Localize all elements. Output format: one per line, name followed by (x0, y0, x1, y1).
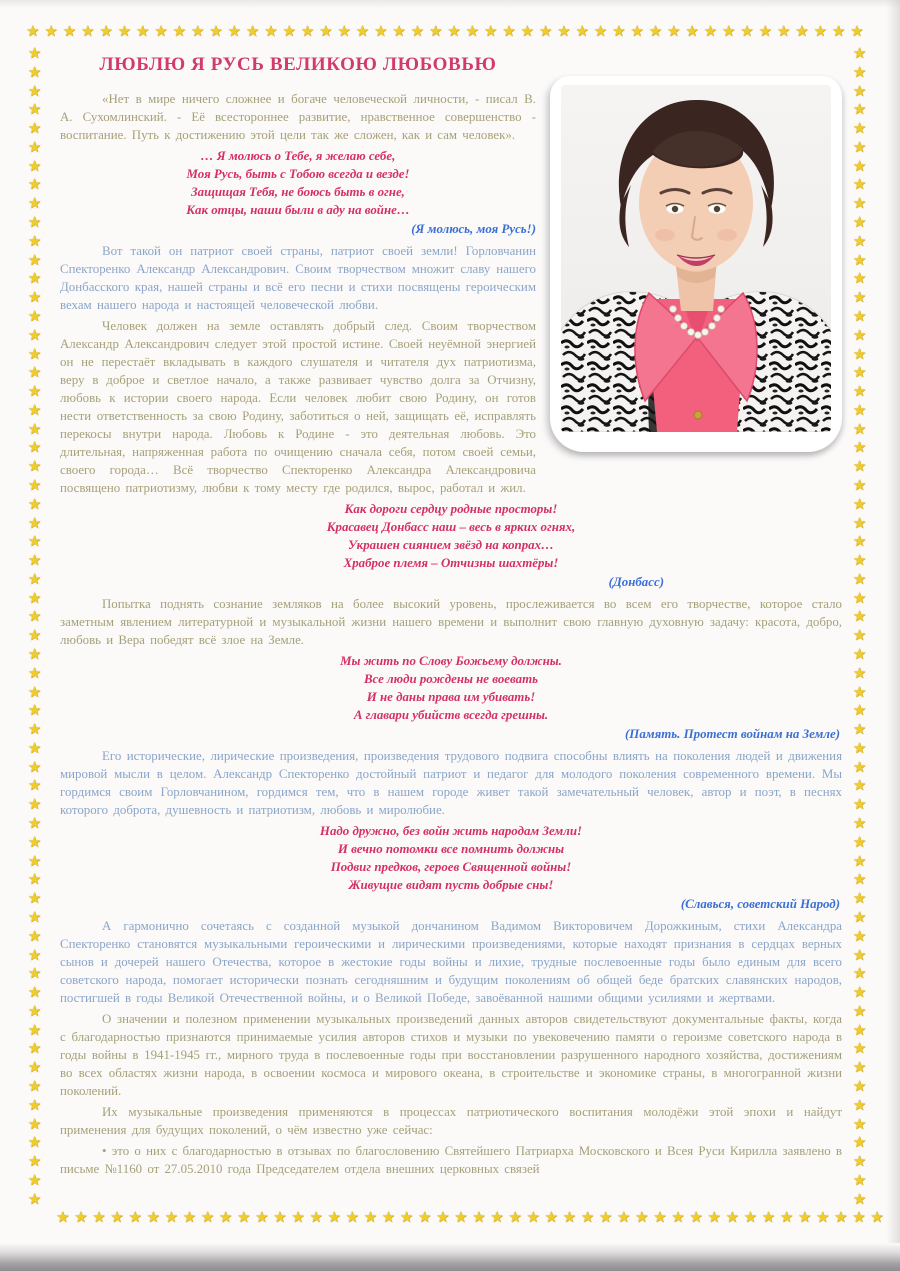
star-icon: ★ (27, 1189, 42, 1208)
star-icon: ★ (852, 983, 867, 1002)
star-icon: ★ (27, 475, 42, 494)
paragraph-patriot: Вот такой он патриот своей страны, патриот своей земли! Горловчанин Спекторенко Александр Александрович. Своим творчеством множит славу нашего Донбасского края, нашей страны и всё его песни и стихи посвящены героическим вехам нашего народа и настоящей человеческой любви. (60, 244, 536, 312)
star-icon: ★ (852, 306, 867, 325)
star-icon: ★ (291, 1208, 305, 1226)
star-icon: ★ (27, 1039, 42, 1058)
star-icon: ★ (392, 22, 406, 40)
paragraph-significance: О значении и полезном применении музыкальных произведений данных авторов свидетельствуют документальные факты, когда с благодарностью признаются принимаемые усилия авторов стихов и музыки по увековечению памяти о героизме советского народа в годы войны в 1941-1945 гг., мирного труда в послевоенные годы при восстановлении разрушенного народного хозяйства, достижениям во всех областях жизни народа, в освоении космоса и мирового океана, в строительстве и экономике страны, в многогранной жизни поколений. (60, 1012, 842, 1098)
star-icon: ★ (182, 1208, 197, 1226)
verse-line: Живущие видят пусть добрые сны! (348, 878, 554, 892)
star-icon: ★ (653, 1208, 667, 1226)
verse-line: Надо дружно, без войн жить народам Земли! (319, 824, 583, 838)
verse-line: Украшен сиянием звёзд на копрах… (348, 538, 554, 552)
star-icon: ★ (852, 682, 867, 701)
star-icon: ★ (146, 1208, 160, 1226)
star-icon: ★ (27, 213, 42, 232)
star-icon: ★ (852, 776, 867, 795)
star-icon: ★ (852, 889, 867, 908)
star-icon: ★ (852, 795, 867, 814)
star-icon: ★ (300, 22, 315, 40)
star-icon: ★ (27, 288, 42, 307)
verse-line: … Я молюсь о Тебе, я желаю себе, (200, 149, 396, 163)
star-icon: ★ (721, 22, 736, 40)
star-icon: ★ (27, 795, 42, 814)
star-border-right (851, 46, 868, 1207)
star-icon: ★ (831, 22, 846, 40)
star-icon: ★ (27, 269, 42, 288)
star-icon: ★ (27, 175, 42, 194)
star-icon: ★ (355, 22, 370, 40)
star-icon: ★ (852, 1170, 867, 1189)
star-icon: ★ (813, 22, 827, 40)
star-icon: ★ (27, 682, 42, 701)
star-icon: ★ (27, 400, 42, 419)
star-icon: ★ (852, 1152, 867, 1171)
star-icon: ★ (852, 720, 867, 739)
star-icon: ★ (795, 22, 809, 40)
verse-line: Все люди рождены не воевать (363, 672, 539, 686)
paragraph-musical: Их музыкальные произведения применяются в процессах патриотического воспитания молодёжи этой эпохи и найдут применения для будущих поколений, о чём известно уже сейчас: (60, 1105, 842, 1137)
star-icon: ★ (666, 22, 681, 40)
star-icon: ★ (852, 907, 867, 926)
paragraph-harmony: А гармонично сочетаясь с созданной музыкой дончанином Вадимом Викторовичем Дорожкиным, стихи Александра Спекторенко становятся музыкальными героическими и лирическими произведениями, которые находят признания в сердцах верных сынов и дочерей нашего Отечества, которое в жестокие годы войны и лихие, трудные послевоенные годы было единым для всего советского народа, помогает исторически познать сегодняшним и будущим поколениям об общей беде братских славянских народов, постигшей в годы Великой Отечественной войны, и о Великой Победе, завоёванной нашими общими усилиями и жертвами. (60, 919, 842, 1005)
star-icon: ★ (27, 231, 42, 250)
star-icon: ★ (227, 22, 241, 40)
verse-line: И вечно потомки все помнить должны (337, 842, 565, 856)
star-icon: ★ (399, 1208, 414, 1226)
star-icon: ★ (27, 757, 42, 776)
verse-line: И не даны права им убивать! (366, 690, 536, 704)
star-icon: ★ (852, 156, 867, 175)
star-icon: ★ (852, 231, 867, 250)
star-icon: ★ (526, 1208, 540, 1226)
star-icon: ★ (557, 22, 571, 40)
star-icon: ★ (273, 1208, 287, 1226)
star-icon: ★ (852, 607, 867, 626)
star-icon: ★ (373, 22, 388, 40)
star-icon: ★ (363, 1208, 378, 1226)
star-icon: ★ (852, 1095, 867, 1114)
star-icon: ★ (26, 22, 40, 40)
star-icon: ★ (27, 100, 42, 119)
star-icon: ★ (852, 1114, 867, 1133)
star-icon: ★ (852, 701, 867, 720)
star-icon: ★ (27, 344, 42, 363)
star-icon: ★ (575, 22, 589, 40)
star-icon: ★ (815, 1208, 830, 1226)
star-icon: ★ (761, 1208, 776, 1226)
star-icon: ★ (852, 926, 867, 945)
star-icon: ★ (92, 1208, 106, 1226)
star-icon: ★ (337, 22, 351, 40)
portrait-photo (561, 85, 831, 432)
paragraph-bullet: • это о них с благодарностью в отзывах по благословению Святейшего Патриарха Московского и Всея Руси Кирилла заявлено в письме №1160 от 27.05.2010 года Председателем отдела внешних церковных связей (60, 1144, 842, 1176)
star-icon: ★ (218, 1208, 233, 1226)
star-icon: ★ (465, 22, 479, 40)
star-icon: ★ (852, 851, 867, 870)
verse-line: Красавец Донбасс наш – весь в ярких огнях, (326, 520, 576, 534)
star-icon: ★ (345, 1208, 359, 1226)
verse-line: Как дороги сердцу родные просторы! (344, 502, 558, 516)
star-icon: ★ (852, 1039, 867, 1058)
star-icon: ★ (598, 1208, 613, 1226)
star-icon: ★ (117, 22, 132, 40)
star-icon: ★ (797, 1208, 812, 1226)
star-icon: ★ (200, 1208, 215, 1226)
star-icon: ★ (435, 1208, 450, 1226)
star-icon: ★ (852, 1133, 867, 1152)
star-icon: ★ (27, 137, 42, 156)
star-icon: ★ (447, 22, 461, 40)
star-icon: ★ (685, 22, 699, 40)
verse-line: Подвиг предков, героев Священной войны! (330, 860, 572, 874)
star-icon: ★ (27, 62, 42, 81)
star-icon: ★ (327, 1208, 341, 1226)
star-icon: ★ (27, 419, 42, 438)
star-icon: ★ (27, 363, 42, 382)
document-content (60, 46, 842, 1181)
page-title: ЛЮБЛЮ Я РУСЬ ВЕЛИКОЮ ЛЮБОВЬЮ (99, 54, 497, 75)
star-icon: ★ (27, 457, 42, 476)
star-icon: ★ (852, 757, 867, 776)
star-icon: ★ (27, 532, 42, 551)
star-icon: ★ (852, 1020, 867, 1039)
star-icon: ★ (635, 1208, 649, 1226)
star-icon: ★ (852, 100, 867, 119)
star-icon: ★ (27, 588, 42, 607)
star-icon: ★ (27, 720, 42, 739)
star-icon: ★ (852, 400, 867, 419)
star-border-bottom (56, 1210, 884, 1225)
star-icon: ★ (27, 119, 42, 138)
star-icon: ★ (319, 22, 333, 40)
star-icon: ★ (27, 513, 42, 532)
star-icon: ★ (834, 1208, 848, 1226)
star-icon: ★ (236, 1208, 251, 1226)
star-icon: ★ (472, 1208, 486, 1226)
star-border-left (26, 46, 43, 1207)
star-icon: ★ (27, 945, 42, 964)
star-icon: ★ (27, 663, 42, 682)
star-icon: ★ (852, 344, 867, 363)
star-icon: ★ (110, 1208, 124, 1226)
paragraph-trace: Человек должен на земле оставлять добрый след. Своим творчеством Александр Александрович следует этой простой истине. Своей неуёмной энергией он не перестаёт вкладывать в каждого слушателя и читателя дух патриотизма, веру в доброе и светлое начало, а также развивает чувство долга за Отчизну, любовь к истории своего народа. Если человек любит свою Родину, он готов нести ответственность за свою Родину, заботиться о ней, защищать её, исправлять перекосы внутри народа. Любовь к Родине - это деятельная любовь. Это длительная, напряженная работа по очищению сначала себя, потом своей семьи, своего города… Всё творчество Спекторенко Александра Александровича посвящено патриотизму, любви к тому месту где родился, вырос, работал и жил. (60, 319, 536, 495)
verse-attribution-3: (Память. Протест войнам на Земле) (625, 727, 840, 741)
paragraph-attempt: Попытка поднять сознание земляков на более высокий уровень, прослеживается во всем его творчестве, которое стало заметным явлением литературной и музыкальной жизни нашего времени и выполнит свою главную духовную задачу: красота, добро, любовь и Вера победят всё злое на Земле. (60, 597, 842, 647)
star-icon: ★ (255, 1208, 269, 1226)
star-icon: ★ (544, 1208, 558, 1226)
star-icon: ★ (707, 1208, 721, 1226)
star-icon: ★ (27, 382, 42, 401)
star-icon: ★ (27, 1001, 42, 1020)
verse-attribution-1: (Я молюсь, моя Русь!) (411, 222, 536, 236)
star-icon: ★ (852, 213, 867, 232)
star-icon: ★ (671, 1208, 685, 1226)
star-icon: ★ (852, 44, 867, 62)
verse-line: А главари убийств всегда грешны. (353, 708, 549, 722)
verse-line: Защищая Тебя, не боюсь быть в огне, (191, 185, 405, 199)
star-icon: ★ (852, 738, 867, 757)
star-icon: ★ (725, 1208, 739, 1226)
star-icon: ★ (852, 964, 867, 983)
star-icon: ★ (27, 870, 42, 889)
star-icon: ★ (852, 62, 867, 81)
star-icon: ★ (27, 1058, 42, 1077)
star-icon: ★ (689, 1208, 703, 1226)
verse-attribution-4: (Славься, советский Народ) (680, 897, 840, 911)
star-icon: ★ (852, 288, 867, 307)
star-icon: ★ (703, 22, 718, 40)
star-icon: ★ (135, 22, 150, 40)
verse-line: Мы жить по Слову Божьему должны. (340, 654, 562, 668)
star-icon: ★ (154, 22, 168, 40)
star-icon: ★ (852, 588, 867, 607)
star-icon: ★ (99, 22, 113, 40)
portrait-photo-frame (550, 76, 842, 452)
verse-attribution-2: (Донбасс) (608, 575, 664, 589)
star-icon: ★ (852, 569, 867, 588)
star-icon: ★ (740, 22, 754, 40)
star-icon: ★ (245, 22, 260, 40)
star-icon: ★ (852, 1189, 867, 1208)
star-icon: ★ (27, 832, 42, 851)
star-icon: ★ (852, 513, 867, 532)
star-icon: ★ (27, 494, 42, 513)
star-icon: ★ (616, 1208, 631, 1226)
star-icon: ★ (27, 701, 42, 720)
star-icon: ★ (630, 22, 644, 40)
star-icon: ★ (27, 776, 42, 795)
star-icon: ★ (27, 194, 42, 213)
star-icon: ★ (381, 1208, 396, 1226)
star-icon: ★ (852, 1208, 866, 1226)
star-icon: ★ (27, 738, 42, 757)
star-icon: ★ (852, 626, 867, 645)
star-icon: ★ (852, 870, 867, 889)
star-icon: ★ (309, 1208, 323, 1226)
star-icon: ★ (593, 22, 608, 40)
star-icon: ★ (27, 814, 42, 833)
star-icon: ★ (538, 22, 553, 40)
star-icon: ★ (27, 1152, 42, 1171)
star-icon: ★ (483, 22, 498, 40)
star-icon: ★ (454, 1208, 468, 1226)
star-icon: ★ (852, 1058, 867, 1077)
star-icon: ★ (779, 1208, 794, 1226)
star-icon: ★ (852, 325, 867, 344)
star-icon: ★ (852, 457, 867, 476)
verse-block-2 (60, 500, 842, 572)
star-icon: ★ (520, 22, 534, 40)
star-icon: ★ (852, 119, 867, 138)
star-icon: ★ (562, 1208, 577, 1226)
star-icon: ★ (580, 1208, 595, 1226)
star-icon: ★ (410, 22, 425, 40)
star-icon: ★ (27, 926, 42, 945)
star-icon: ★ (852, 363, 867, 382)
verse-line: Как отцы, наши были в аду на войне… (186, 203, 410, 217)
star-icon: ★ (852, 551, 867, 570)
star-icon: ★ (648, 22, 663, 40)
star-icon: ★ (27, 1076, 42, 1095)
star-icon: ★ (852, 438, 867, 457)
star-icon: ★ (172, 22, 186, 40)
star-icon: ★ (852, 269, 867, 288)
star-icon: ★ (852, 494, 867, 513)
star-icon: ★ (27, 626, 42, 645)
scan-edge-top (0, 0, 900, 8)
verse-line: Моя Русь, быть с Тобою всегда и везде! (186, 167, 410, 181)
star-icon: ★ (852, 194, 867, 213)
star-icon: ★ (852, 175, 867, 194)
star-icon: ★ (27, 156, 42, 175)
star-icon: ★ (27, 1095, 42, 1114)
scan-edge-right (886, 0, 900, 1271)
star-icon: ★ (27, 907, 42, 926)
star-icon: ★ (776, 22, 791, 40)
star-icon: ★ (27, 250, 42, 269)
star-icon: ★ (209, 22, 223, 40)
star-icon: ★ (502, 22, 516, 40)
star-icon: ★ (164, 1208, 179, 1226)
star-icon: ★ (852, 663, 867, 682)
paragraph-epigraph: «Нет в мире ничего сложнее и богаче человеческой личности, - писал В. А. Сухомлинский. - Её всестороннее развитие, нравственное совершенство - воспитание. Путь к достижению этой цели так же сложен, как и сам человек». (60, 92, 536, 142)
verse-block-4 (60, 822, 842, 894)
star-icon: ★ (428, 22, 443, 40)
star-icon: ★ (27, 44, 42, 62)
star-icon: ★ (27, 607, 42, 626)
star-icon: ★ (852, 532, 867, 551)
star-icon: ★ (852, 419, 867, 438)
star-icon: ★ (190, 22, 205, 40)
star-icon: ★ (612, 22, 626, 40)
star-icon: ★ (27, 325, 42, 344)
star-icon: ★ (852, 832, 867, 851)
star-icon: ★ (417, 1208, 432, 1226)
star-icon: ★ (128, 1208, 142, 1226)
star-icon: ★ (508, 1208, 522, 1226)
star-icon: ★ (44, 22, 58, 40)
star-icon: ★ (80, 22, 95, 40)
verse-line: Храброе племя – Отчизны шахтёры! (343, 556, 559, 570)
star-icon: ★ (27, 1114, 42, 1133)
star-icon: ★ (27, 81, 42, 100)
paragraph-historical: Его исторические, лирические произведения, произведения трудового подвига способны влиять на поколения людей и движения мировой мысли в целом. Александр Спекторенко достойный патриот и педагог для молодого поколения современного времени. Мы гордимся своим Горловчанином, гордимся тем, что в нашем городе живет такой замечательный человек, автор и поэт, в песнях которого доброта, душевность и патриотизм, любовь и миролюбие. (60, 749, 842, 817)
star-icon: ★ (27, 851, 42, 870)
star-icon: ★ (758, 22, 772, 40)
star-icon: ★ (850, 22, 864, 40)
star-icon: ★ (490, 1208, 504, 1226)
star-icon: ★ (27, 438, 42, 457)
star-icon: ★ (852, 475, 867, 494)
star-icon: ★ (852, 81, 867, 100)
star-icon: ★ (27, 983, 42, 1002)
star-icon: ★ (282, 22, 296, 40)
star-icon: ★ (743, 1208, 758, 1226)
star-icon: ★ (27, 1170, 42, 1189)
star-icon: ★ (852, 1001, 867, 1020)
scan-edge-bottom (0, 1243, 900, 1271)
star-icon: ★ (264, 22, 278, 40)
star-border-top (26, 24, 864, 39)
star-icon: ★ (870, 1208, 884, 1226)
star-icon: ★ (852, 814, 867, 833)
verse-block-3 (60, 652, 842, 724)
star-icon: ★ (852, 250, 867, 269)
star-icon: ★ (852, 945, 867, 964)
star-icon: ★ (852, 1076, 867, 1095)
star-icon: ★ (27, 1020, 42, 1039)
star-icon: ★ (852, 137, 867, 156)
star-icon: ★ (27, 964, 42, 983)
star-icon: ★ (27, 306, 42, 325)
star-icon: ★ (852, 382, 867, 401)
star-icon: ★ (27, 645, 42, 663)
star-icon: ★ (852, 645, 867, 663)
star-icon: ★ (27, 1133, 42, 1152)
star-icon: ★ (27, 551, 42, 570)
star-icon: ★ (56, 1208, 70, 1226)
star-icon: ★ (62, 22, 77, 40)
star-icon: ★ (74, 1208, 88, 1226)
star-icon: ★ (27, 569, 42, 588)
star-icon: ★ (27, 889, 42, 908)
